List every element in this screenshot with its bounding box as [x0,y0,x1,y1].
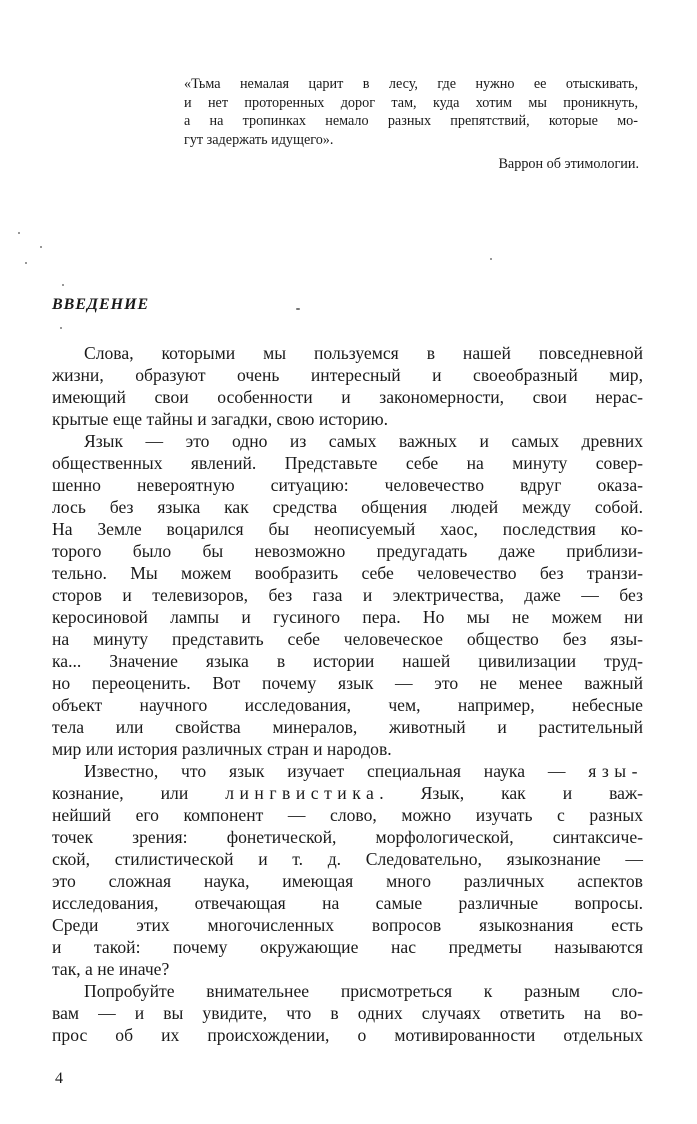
text-line: общественных явлений. Представьте себе на минуту совер- [52,453,643,473]
text-line: сторов и телевизоров, без газа и электричества, даже — без [52,585,643,605]
paragraph [52,760,643,980]
text-line: и такой: почему окружающие нас предметы называются [52,937,643,957]
text-line: шенно невероятную ситуацию: человечество вдруг оказа- [52,475,643,495]
text-line: кознание, или лингвистика. Язык, как и важ- [52,783,643,803]
epigraph-line: «Тьма немалая царит в лесу, где нужно ее отыскивать, [184,76,638,92]
text-line: вам — и вы увидите, что в одних случаях ответить на во- [52,1003,643,1023]
paragraph [52,980,643,1046]
epigraph-line: и нет проторенных дорог там, куда хотим мы проникнуть, [184,94,638,111]
text-line: точек зрения: фонетической, морфологической, синтаксиче- [52,827,643,847]
body-text [52,342,643,1046]
text-line: На Земле воцарился бы неописуемый хаос, последствия ко- [52,519,643,539]
paragraph [52,342,643,430]
text-line: на минуту представить себе человеческое общество без язы- [52,629,643,649]
text-line: мир или история различных стран и народов. [52,739,392,759]
text-line: но переоценить. Вот почему язык — это не менее важный [52,673,643,693]
epigraph [184,75,638,149]
epigraph-line: а на тропинках немало разных препятствий, которые мо- [184,113,638,129]
text-line: керосиновой лампы и гусиного пера. Но мы не можем ни [52,607,643,627]
text-line: Попробуйте внимательнее присмотреться к разным сло- [84,981,643,1001]
text-line: ка... Значение языка в истории нашей цивилизации труд- [52,651,643,671]
text-line: лось без языка как средства общения людей между собой. [52,497,643,517]
text-line: Слова, которыми мы пользуемся в нашей повседневной [84,343,643,363]
section-heading: ВВЕДЕНИЕ [52,296,150,313]
text-line: крытые еще тайны и загадки, свою историю. [52,409,389,429]
text-line: имеющий свои особенности и закономерности, свои нерас- [52,387,643,407]
text-line: ской, стилистической и т. д. Следовательно, языкознание — [52,849,643,869]
page-number: 4 [55,1070,63,1087]
paragraph [52,430,643,760]
text-line: жизни, образуют очень интересный и своеобразный мир, [52,365,643,385]
text-line: исследования, отвечающая на самые различные вопросы. [52,893,643,913]
text-line: торого было бы невозможно предугадать даже приблизи- [52,541,643,561]
text-line: Известно, что язык изучает специальная наука — язы- [84,761,643,781]
epigraph-line: гут задержать идущего». [184,131,334,148]
text-line: тельно. Мы можем вообразить себе человечество без транзи- [52,563,643,583]
text-line: это сложная наука, имеющая много различных аспектов [52,871,643,891]
text-line: объект научного исследования, чем, например, небесные [52,695,643,715]
text-line: так, а не иначе? [52,959,170,979]
text-line: прос об их происхождении, о мотивированности отдельных [52,1025,643,1045]
epigraph-attribution: Варрон об этимологии. [498,156,639,172]
text-line: нейший его компонент — слово, можно изучать с разных [52,805,643,825]
text-line: тела или свойства минералов, животный и растительный [52,717,643,737]
text-line: Среди этих многочисленных вопросов языкознания есть [52,915,643,935]
text-line: Язык — это одно из самых важных и самых древних [84,431,643,451]
